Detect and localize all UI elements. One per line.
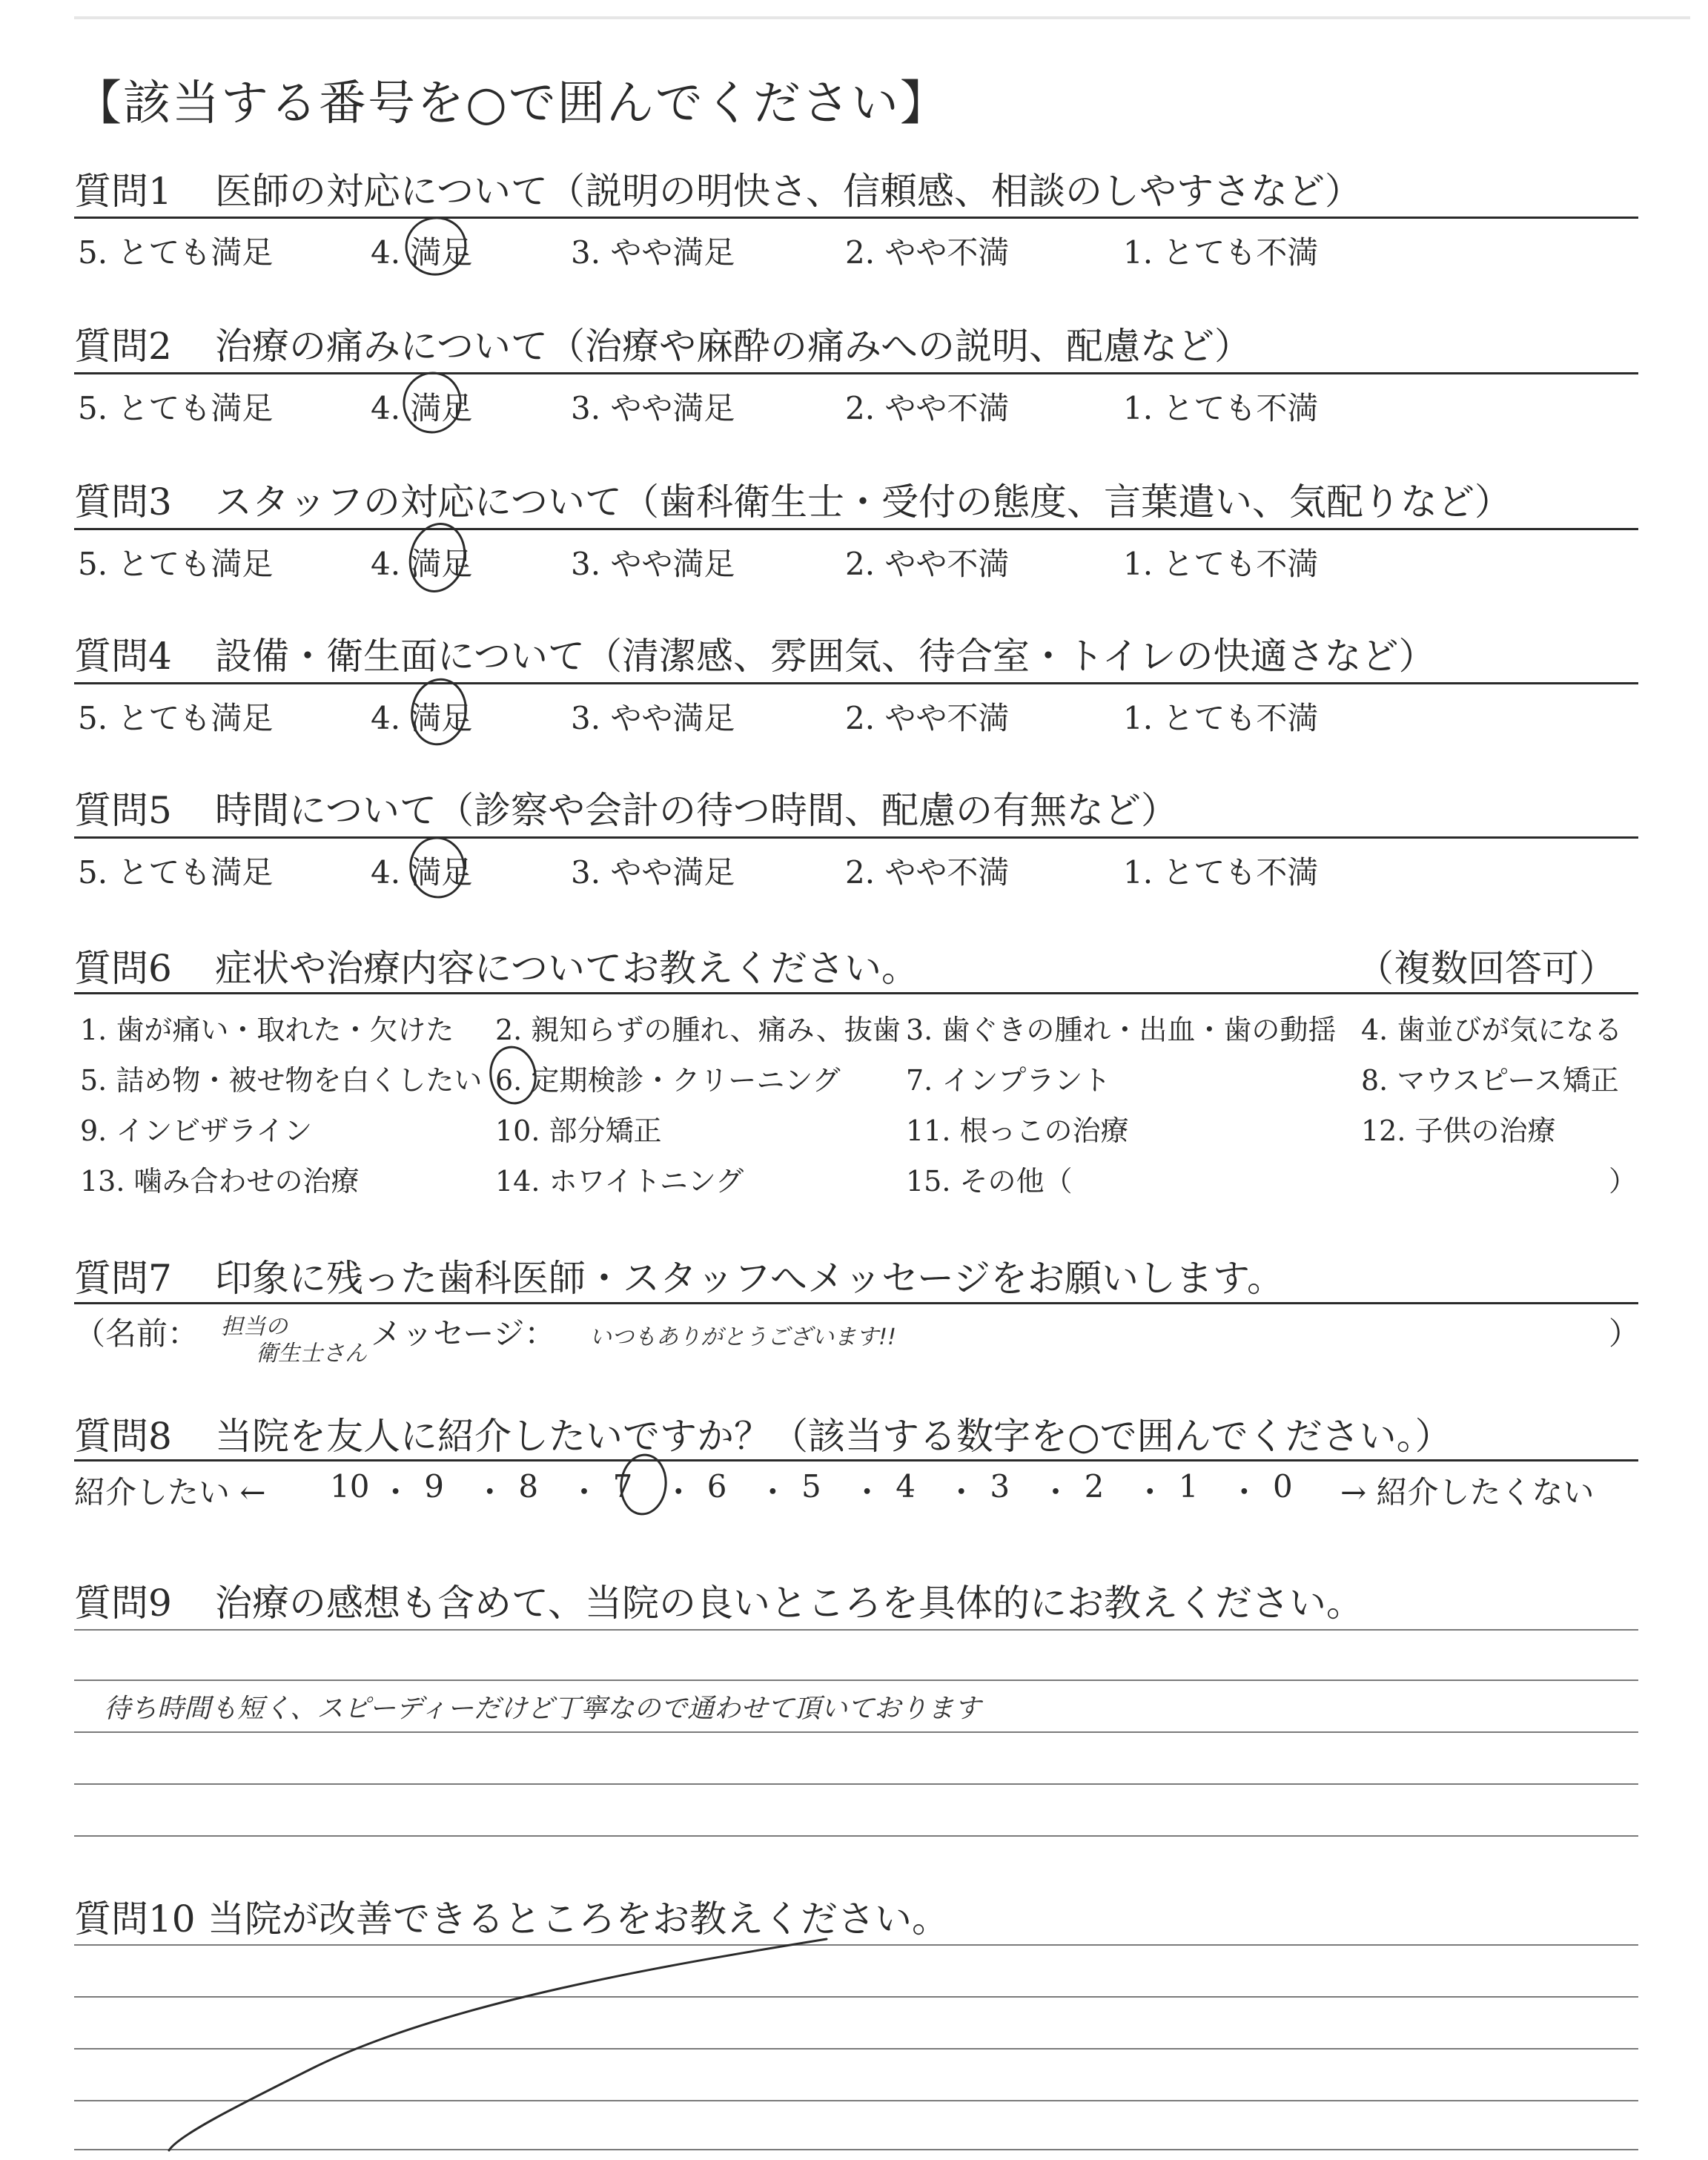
question-5: 質問5 時間について（診察や会計の待つ時間、配慮の有無など） bbox=[74, 789, 1178, 832]
divider bbox=[74, 1459, 1638, 1462]
q6-option-11[interactable]: 11. 根っこの治療 bbox=[906, 1114, 1129, 1147]
question-10: 質問10 当院が改善できるところをお教えください。 bbox=[74, 1898, 949, 1941]
q2-option-5[interactable]: 5. とても満足 bbox=[78, 390, 274, 426]
scale-value-0[interactable]: 0 bbox=[1273, 1468, 1293, 1505]
answer-line bbox=[74, 1835, 1638, 1837]
close-paren: ） bbox=[1609, 1315, 1641, 1352]
message-label: メッセージ： bbox=[371, 1315, 556, 1352]
scale-separator: ・ bbox=[1134, 1474, 1166, 1510]
scale-separator: ・ bbox=[1040, 1474, 1072, 1510]
q6-option-14[interactable]: 14. ホワイトニング bbox=[495, 1165, 744, 1198]
q5-option-3[interactable]: 3. やや満足 bbox=[571, 854, 735, 891]
q3-option-3[interactable]: 3. やや満足 bbox=[571, 546, 735, 582]
handwritten-name-line-2: 衛生士さん bbox=[256, 1341, 367, 1367]
q6-option-5[interactable]: 5. 詰め物・被せ物を白くしたい bbox=[80, 1064, 483, 1097]
q6-option-3[interactable]: 3. 歯ぐきの腫れ・出血・歯の動揺 bbox=[906, 1014, 1337, 1046]
q6-option-2[interactable]: 2. 親知らずの腫れ、痛み、抜歯 bbox=[495, 1014, 901, 1046]
scale-value-4[interactable]: 4 bbox=[896, 1468, 916, 1505]
scale-separator: ・ bbox=[380, 1474, 411, 1510]
q4-option-1[interactable]: 1. とても不満 bbox=[1123, 700, 1319, 736]
q6-option-7[interactable]: 7. インプラント bbox=[906, 1064, 1111, 1097]
divider bbox=[74, 836, 1638, 839]
question-8: 質問8 当院を友人に紹介したいですか？（該当する数字を○で囲んでください。） bbox=[74, 1415, 1452, 1458]
name-label: （名前： bbox=[74, 1315, 199, 1352]
q2-option-4[interactable]: 4. 満足 bbox=[371, 390, 473, 426]
question-9: 質問9 治療の感想も含めて、当院の良いところを具体的にお教えください。 bbox=[74, 1582, 1363, 1625]
answer-line bbox=[74, 1783, 1638, 1785]
scale-value-8[interactable]: 8 bbox=[518, 1468, 539, 1505]
form-header: 【該当する番号を○で囲んでください】 bbox=[74, 76, 949, 131]
close-paren: ） bbox=[1609, 1165, 1638, 1198]
q6-option-6[interactable]: 6. 定期検診・クリーニング bbox=[495, 1064, 841, 1097]
question-2: 質問2 治療の痛みについて（治療や麻酔の痛みへの説明、配慮など） bbox=[74, 325, 1251, 368]
scale-value-10[interactable]: 10 bbox=[330, 1468, 370, 1505]
handwritten-name-line-1: 担当の bbox=[221, 1314, 288, 1340]
q2-option-1[interactable]: 1. とても不満 bbox=[1123, 390, 1319, 426]
answer-line bbox=[74, 1944, 1638, 1946]
q3-option-2[interactable]: 2. やや不満 bbox=[845, 546, 1010, 582]
scale-value-2[interactable]: 2 bbox=[1084, 1468, 1105, 1505]
q2-option-2[interactable]: 2. やや不満 bbox=[845, 390, 1010, 426]
recommend-left-label: 紹介したい ← bbox=[74, 1474, 266, 1510]
scale-separator: ・ bbox=[945, 1474, 977, 1510]
handwritten-answer-q9[interactable]: 待ち時間も短く、スピーディーだけど丁寧なので通わせて頂いております bbox=[104, 1694, 981, 1724]
q3-option-1[interactable]: 1. とても不満 bbox=[1123, 546, 1319, 582]
answer-line bbox=[74, 1731, 1638, 1733]
scale-value-1[interactable]: 1 bbox=[1178, 1468, 1199, 1505]
q2-option-3[interactable]: 3. やや満足 bbox=[571, 390, 735, 426]
q5-option-2[interactable]: 2. やや不満 bbox=[845, 854, 1010, 891]
recommend-right-label: → 紹介したくない bbox=[1340, 1474, 1595, 1510]
q1-option-2[interactable]: 2. やや不満 bbox=[845, 234, 1010, 271]
divider bbox=[74, 992, 1638, 994]
q4-option-2[interactable]: 2. やや不満 bbox=[845, 700, 1010, 736]
q1-option-3[interactable]: 3. やや満足 bbox=[571, 234, 735, 271]
divider bbox=[74, 682, 1638, 684]
divider bbox=[74, 372, 1638, 374]
scale-value-5[interactable]: 5 bbox=[801, 1468, 821, 1505]
answer-line bbox=[74, 2100, 1638, 2101]
multiple-answer-note: （複数回答可） bbox=[1357, 947, 1616, 990]
question-1: 質問1 医師の対応について（説明の明快さ、信頼感、相談のしやすさなど） bbox=[74, 170, 1362, 213]
question-4: 質問4 設備・衛生面について（清潔感、雰囲気、待合室・トイレの快適さなど） bbox=[74, 635, 1436, 678]
answer-line bbox=[74, 2149, 1638, 2150]
q6-option-4[interactable]: 4. 歯並びが気になる bbox=[1361, 1014, 1623, 1046]
q5-option-5[interactable]: 5. とても満足 bbox=[78, 854, 274, 891]
scale-separator: ・ bbox=[757, 1474, 789, 1510]
divider bbox=[74, 528, 1638, 530]
scale-value-6[interactable]: 6 bbox=[706, 1468, 727, 1505]
handwritten-message[interactable]: いつもありがとうございます!! bbox=[589, 1324, 897, 1350]
q6-option-9[interactable]: 9. インビザライン bbox=[80, 1114, 313, 1147]
q10-slash-line bbox=[169, 1939, 827, 2150]
q6-option-12[interactable]: 12. 子供の治療 bbox=[1361, 1114, 1556, 1147]
q6-option-8[interactable]: 8. マウスピース矯正 bbox=[1361, 1064, 1619, 1097]
q3-option-4[interactable]: 4. 満足 bbox=[371, 546, 473, 582]
divider bbox=[74, 217, 1638, 219]
divider bbox=[74, 1302, 1638, 1304]
q6-option-13[interactable]: 13. 噛み合わせの治療 bbox=[80, 1165, 360, 1198]
scale-value-7[interactable]: 7 bbox=[612, 1468, 633, 1505]
scale-value-3[interactable]: 3 bbox=[990, 1468, 1010, 1505]
scan-edge bbox=[74, 16, 1690, 19]
q6-option-15[interactable]: 15. その他（ bbox=[906, 1165, 1073, 1198]
q1-option-1[interactable]: 1. とても不満 bbox=[1123, 234, 1319, 271]
q1-option-4[interactable]: 4. 満足 bbox=[371, 234, 473, 271]
answer-line bbox=[74, 1629, 1638, 1631]
q3-option-5[interactable]: 5. とても満足 bbox=[78, 546, 274, 582]
q4-option-3[interactable]: 3. やや満足 bbox=[571, 700, 735, 736]
question-3: 質問3 スタッフの対応について（歯科衛生士・受付の態度、言葉遣い、気配りなど） bbox=[74, 480, 1512, 524]
q4-option-4[interactable]: 4. 満足 bbox=[371, 700, 473, 736]
question-7: 質問7 印象に残った歯科医師・スタッフへメッセージをお願いします。 bbox=[74, 1257, 1284, 1300]
scale-separator: ・ bbox=[1228, 1474, 1260, 1510]
q1-option-5[interactable]: 5. とても満足 bbox=[78, 234, 274, 271]
q5-option-1[interactable]: 1. とても不満 bbox=[1123, 854, 1319, 891]
q4-option-5[interactable]: 5. とても満足 bbox=[78, 700, 274, 736]
answer-line bbox=[74, 1996, 1638, 1998]
scale-separator: ・ bbox=[474, 1474, 506, 1510]
scale-separator: ・ bbox=[569, 1474, 600, 1510]
answer-line bbox=[74, 2048, 1638, 2050]
q6-option-10[interactable]: 10. 部分矯正 bbox=[495, 1114, 662, 1147]
scale-separator: ・ bbox=[663, 1474, 695, 1510]
q6-option-1[interactable]: 1. 歯が痛い・取れた・欠けた bbox=[80, 1014, 454, 1046]
answer-line bbox=[74, 1680, 1638, 1681]
scale-separator: ・ bbox=[851, 1474, 883, 1510]
question-6: 質問6 症状や治療内容についてお教えください。 bbox=[74, 947, 918, 990]
scale-value-9[interactable]: 9 bbox=[424, 1468, 444, 1505]
q5-option-4[interactable]: 4. 満足 bbox=[371, 854, 473, 891]
